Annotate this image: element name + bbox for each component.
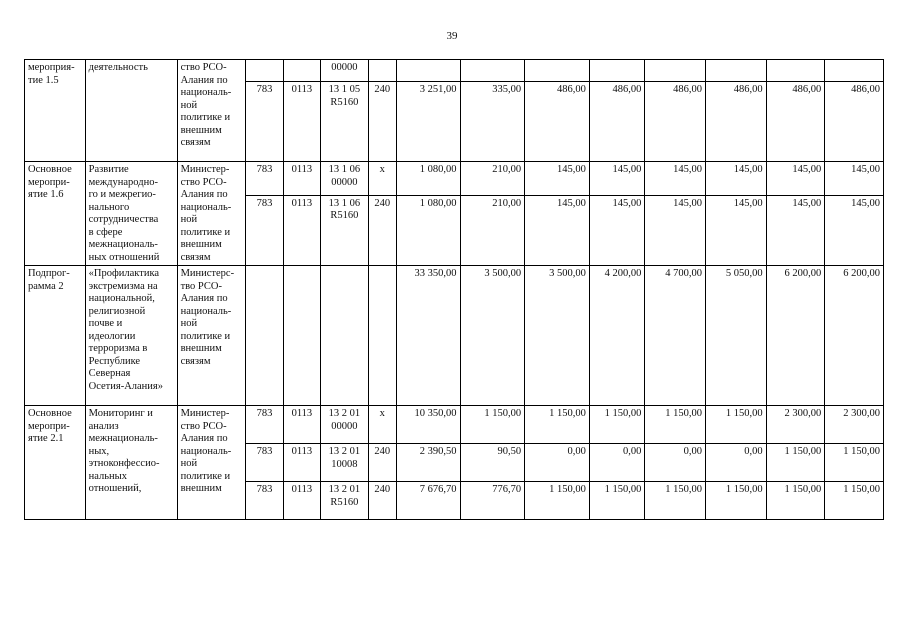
- executor-cell: Министер- ство РСО- Алания по националь- ной политике и внешним: [177, 406, 246, 520]
- grbs-code-cell: 783: [246, 482, 283, 520]
- amount-cell: 145,00: [706, 162, 767, 196]
- amount-cell: 335,00: [460, 82, 525, 162]
- target-article-cell: 13 1 06 R5160: [321, 195, 368, 265]
- table-row: [25, 60, 884, 82]
- amount-cell: 1 150,00: [589, 482, 645, 520]
- target-article-cell: [321, 266, 368, 406]
- amount-cell: 486,00: [766, 82, 825, 162]
- amount-cell: 776,70: [460, 482, 525, 520]
- expense-type-cell: x: [368, 406, 396, 444]
- grbs-code-cell: 783: [246, 162, 283, 196]
- description-cell: «Профилактика экстремизма на национальной, религиозной почве и идеологии терроризма в Республике Северная Осетия-Алания»: [85, 266, 177, 406]
- amount-cell: 1 080,00: [396, 195, 460, 265]
- description-cell: Мониторинг и анализ межнациональ- ных, этноконфессио- нальных отношений,: [85, 406, 177, 520]
- amount-cell: 2 300,00: [766, 406, 825, 444]
- section-code-cell: [283, 266, 320, 406]
- amount-cell: 0,00: [589, 444, 645, 482]
- expense-type-cell: [368, 266, 396, 406]
- grbs-code-cell: [246, 60, 283, 82]
- amount-cell: 210,00: [460, 162, 525, 196]
- grbs-code-cell: [246, 266, 283, 406]
- description-cell: Развитие международно- го и межрегио- нального сотрудничества в сфере межнациональ- ных отношений: [85, 162, 177, 266]
- amount-cell: 3 251,00: [396, 82, 460, 162]
- amount-cell: 0,00: [645, 444, 706, 482]
- amount-cell: 33 350,00: [396, 266, 460, 406]
- grbs-code-cell: 783: [246, 406, 283, 444]
- amount-cell: 1 150,00: [706, 482, 767, 520]
- amount-cell: 145,00: [525, 162, 590, 196]
- amount-cell: 0,00: [706, 444, 767, 482]
- budget-table: [24, 59, 884, 520]
- grbs-code-cell: 783: [246, 195, 283, 265]
- target-article-cell: 00000: [321, 60, 368, 82]
- amount-cell: 486,00: [825, 82, 884, 162]
- amount-cell: 10 350,00: [396, 406, 460, 444]
- amount-cell: [396, 60, 460, 82]
- amount-cell: 2 300,00: [825, 406, 884, 444]
- executor-cell: Министер- ство РСО- Алания по националь- ной политике и внешним связям: [177, 162, 246, 266]
- table-row: [25, 162, 884, 196]
- expense-type-cell: x: [368, 162, 396, 196]
- amount-cell: [525, 60, 590, 82]
- amount-cell: 145,00: [645, 195, 706, 265]
- amount-cell: 145,00: [825, 195, 884, 265]
- amount-cell: [460, 60, 525, 82]
- amount-cell: 145,00: [525, 195, 590, 265]
- amount-cell: 3 500,00: [525, 266, 590, 406]
- amount-cell: 2 390,50: [396, 444, 460, 482]
- amount-cell: 145,00: [825, 162, 884, 196]
- program-element-cell: мероприя- тие 1.5: [25, 60, 86, 162]
- section-code-cell: 0113: [283, 162, 320, 196]
- expense-type-cell: 240: [368, 195, 396, 265]
- section-code-cell: 0113: [283, 444, 320, 482]
- program-element-cell: Основное меропри- ятие 2.1: [25, 406, 86, 520]
- amount-cell: 1 150,00: [706, 406, 767, 444]
- amount-cell: 145,00: [589, 195, 645, 265]
- amount-cell: 1 150,00: [825, 482, 884, 520]
- amount-cell: 7 676,70: [396, 482, 460, 520]
- amount-cell: 1 150,00: [589, 406, 645, 444]
- amount-cell: [766, 60, 825, 82]
- amount-cell: 1 150,00: [525, 482, 590, 520]
- amount-cell: 1 150,00: [825, 444, 884, 482]
- target-article-cell: 13 2 01 00000: [321, 406, 368, 444]
- amount-cell: 6 200,00: [766, 266, 825, 406]
- amount-cell: 1 150,00: [766, 444, 825, 482]
- section-code-cell: [283, 60, 320, 82]
- executor-cell: Министерс- тво РСО- Алания по националь- ной политике и внешним связям: [177, 266, 246, 406]
- amount-cell: 145,00: [766, 195, 825, 265]
- target-article-cell: 13 1 06 00000: [321, 162, 368, 196]
- target-article-cell: 13 1 05 R5160: [321, 82, 368, 162]
- amount-cell: 4 700,00: [645, 266, 706, 406]
- amount-cell: 0,00: [525, 444, 590, 482]
- description-cell: деятельность: [85, 60, 177, 162]
- amount-cell: 6 200,00: [825, 266, 884, 406]
- grbs-code-cell: 783: [246, 444, 283, 482]
- grbs-code-cell: 783: [246, 82, 283, 162]
- target-article-cell: 13 2 01 10008: [321, 444, 368, 482]
- section-code-cell: 0113: [283, 195, 320, 265]
- section-code-cell: 0113: [283, 406, 320, 444]
- section-code-cell: 0113: [283, 482, 320, 520]
- amount-cell: 3 500,00: [460, 266, 525, 406]
- program-element-cell: Подпрог- рамма 2: [25, 266, 86, 406]
- amount-cell: 1 150,00: [460, 406, 525, 444]
- amount-cell: 145,00: [589, 162, 645, 196]
- amount-cell: [706, 60, 767, 82]
- amount-cell: 145,00: [766, 162, 825, 196]
- amount-cell: 486,00: [589, 82, 645, 162]
- amount-cell: 5 050,00: [706, 266, 767, 406]
- program-element-cell: Основное меропри- ятие 1.6: [25, 162, 86, 266]
- section-code-cell: 0113: [283, 82, 320, 162]
- amount-cell: 1 080,00: [396, 162, 460, 196]
- executor-cell: ство РСО- Алания по националь- ной политике и внешним связям: [177, 60, 246, 162]
- amount-cell: 486,00: [706, 82, 767, 162]
- page-number: 39: [446, 30, 458, 42]
- amount-cell: [825, 60, 884, 82]
- amount-cell: [645, 60, 706, 82]
- expense-type-cell: [368, 60, 396, 82]
- amount-cell: 4 200,00: [589, 266, 645, 406]
- amount-cell: 1 150,00: [645, 406, 706, 444]
- table-row: [25, 266, 884, 406]
- amount-cell: 210,00: [460, 195, 525, 265]
- expense-type-cell: 240: [368, 82, 396, 162]
- amount-cell: 145,00: [645, 162, 706, 196]
- amount-cell: 145,00: [706, 195, 767, 265]
- amount-cell: 1 150,00: [766, 482, 825, 520]
- amount-cell: 1 150,00: [525, 406, 590, 444]
- amount-cell: 486,00: [525, 82, 590, 162]
- amount-cell: 486,00: [645, 82, 706, 162]
- target-article-cell: 13 2 01 R5160: [321, 482, 368, 520]
- expense-type-cell: 240: [368, 444, 396, 482]
- expense-type-cell: 240: [368, 482, 396, 520]
- amount-cell: [589, 60, 645, 82]
- table-row: [25, 406, 884, 444]
- amount-cell: 90,50: [460, 444, 525, 482]
- amount-cell: 1 150,00: [645, 482, 706, 520]
